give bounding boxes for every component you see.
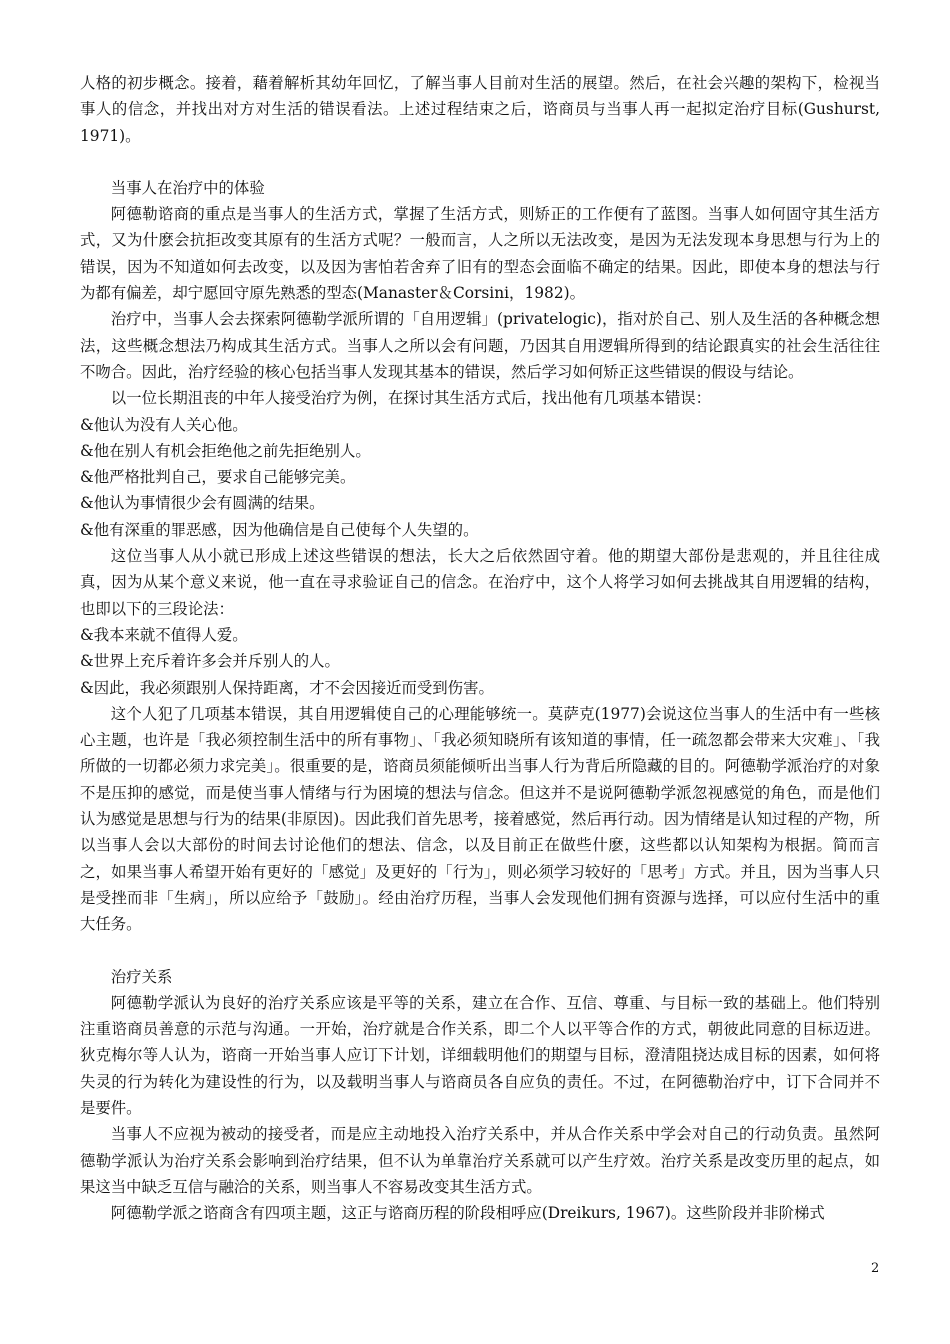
paragraph: 阿德勒学派之谘商含有四项主题，这正与谘商历程的阶段相呼应(Dreikurs, 1967)。这些阶段并非阶梯式 [110, 1204, 825, 1223]
list-item: &他在别人有机会拒绝他之前先拒绝别人。 [80, 441, 371, 460]
list-item: &他认为没有人关心他。 [80, 415, 248, 434]
paragraph: 人格的初步概念。接着，藉着解析其幼年回忆，了解当事人目前对生活的展望。然后，在社会兴趣的架构下，检视当事人的信念，并找出对方对生活的错误看法。上述过程结束之后，谘商员与当事人再一起拟定治疗目标(Gushurst, 1971)。 [80, 74, 880, 145]
page-number: 2 [871, 1261, 880, 1276]
spacer [80, 149, 880, 175]
list-item: &他有深重的罪恶感，因为他确信是自己使每个人失望的。 [80, 520, 479, 539]
section-heading: 当事人在治疗中的体验 [110, 178, 265, 197]
list-item: &他严格批判自己，要求自己能够完美。 [80, 468, 356, 487]
paragraph: 阿德勒谘商的重点是当事人的生活方式，掌握了生活方式，则矫正的工作便有了蓝图。当事人如何固守其生活方式，又为什麽会抗拒改变其原有的生活方式呢？一般而言，人之所以无法改变，是因为无法发现本身思想与行为上的错误，因为不知道如何去改变，以及因为害怕若舍弃了旧有的型态会面临不确定的结果。因此，即使本身的想法与行为都有偏差，却宁愿回守原先熟悉的型态(Manaster＆Corsini，1982)。 [80, 205, 880, 303]
paragraph: 这个人犯了几项基本错误，其自用逻辑使自己的心理能够统一。莫萨克(1977)会说这位当事人的生活中有一些核心主题，也许是「我必须控制生活中的所有事物」、「我必须知晓所有该知道的事情，任一疏忽都会带来大灾难」、「我所做的一切都必须力求完美」。很重要的是，谘商员须能倾听出当事人行为背后所隐藏的目的。阿德勒学派治疗的对象不是压抑的感觉，而是使当事人情绪与行为困境的想法与信念。但这并不是说阿德勒学派忽视感觉的角色，而是他们认为感觉是思想与行为的结果(非原因)。因此我们首先思考，接着感觉，然后再行动。因为情绪是认知过程的产物，所以当事人会以大部份的时间去讨论他们的想法、信念，以及目前正在做些什麽，这些都以认知架构为根据。简而言之，如果当事人希望开始有更好的「感觉」及更好的「行为」，则必须学习较好的「思考」方式。并且，因为当事人只是受挫而非「生病」，所以应给予「鼓励」。经由治疗历程，当事人会发现他们拥有资源与选择，可以应付生活中的重大任务。 [80, 704, 880, 934]
list-item: &世界上充斥着许多会并斥别人的人。 [80, 652, 340, 671]
paragraph: 当事人不应视为被动的接受者，而是应主动地投入治疗关系中，并从合作关系中学会对自己的行动负责。虽然阿德勒学派认为治疗关系会影响到治疗结果，但不认为单靠治疗关系就可以产生疗效。治疗关系是改变历里的起点，如果这当中缺乏互信与融洽的关系，则当事人不容易改变其生活方式。 [80, 1125, 880, 1196]
paragraph: 阿德勒学派认为良好的治疗关系应该是平等的关系，建立在合作、互信、尊重、与目标一致的基础上。他们特别注重谘商员善意的示范与沟通。一开始，治疗就是合作关系，即二个人以平等合作的方式，朝彼此同意的目标迈进。狄克梅尔等人认为，谘商一开始当事人应订下计划，详细载明他们的期望与目标，澄清阻挠达成目标的因素，如何将失灵的行为转化为建设性的行为，以及载明当事人与谘商员各自应负的责任。不过，在阿德勒治疗中，订下合同并不是要件。 [80, 993, 880, 1117]
list-item: &因此，我必须跟别人保持距离，才不会因接近而受到伤害。 [80, 678, 494, 697]
document-body [80, 70, 880, 1226]
paragraph: 这位当事人从小就已形成上述这些错误的想法，长大之后依然固守着。他的期望大部份是悲观的，并且往往成真，因为从某个意义来说，他一直在寻求验证自己的信念。在治疗中，这个人将学习如何去挑战其自用逻辑的结构，也即以下的三段论法： [80, 547, 880, 618]
spacer [80, 938, 880, 964]
paragraph: 以一位长期沮丧的中年人接受治疗为例，在探讨其生活方式后，找出他有几项基本错误： [110, 389, 712, 408]
section-heading: 治疗关系 [110, 967, 173, 986]
paragraph: 治疗中，当事人会去探索阿德勒学派所谓的「自用逻辑」(privatelogic)，指对於自己、别人及生活的各种概念想法，这些概念想法乃构成其生活方式。当事人之所以会有问题，乃因其自用逻辑所得到的结论跟真实的社会生活往往不吻合。因此，治疗经验的核心包括当事人发现其基本的错误，然后学习如何矫正这些错误的假设与结论。 [80, 310, 880, 381]
list-item: &他认为事情很少会有圆满的结果。 [80, 494, 325, 513]
list-item: &我本来就不值得人爱。 [80, 625, 248, 644]
